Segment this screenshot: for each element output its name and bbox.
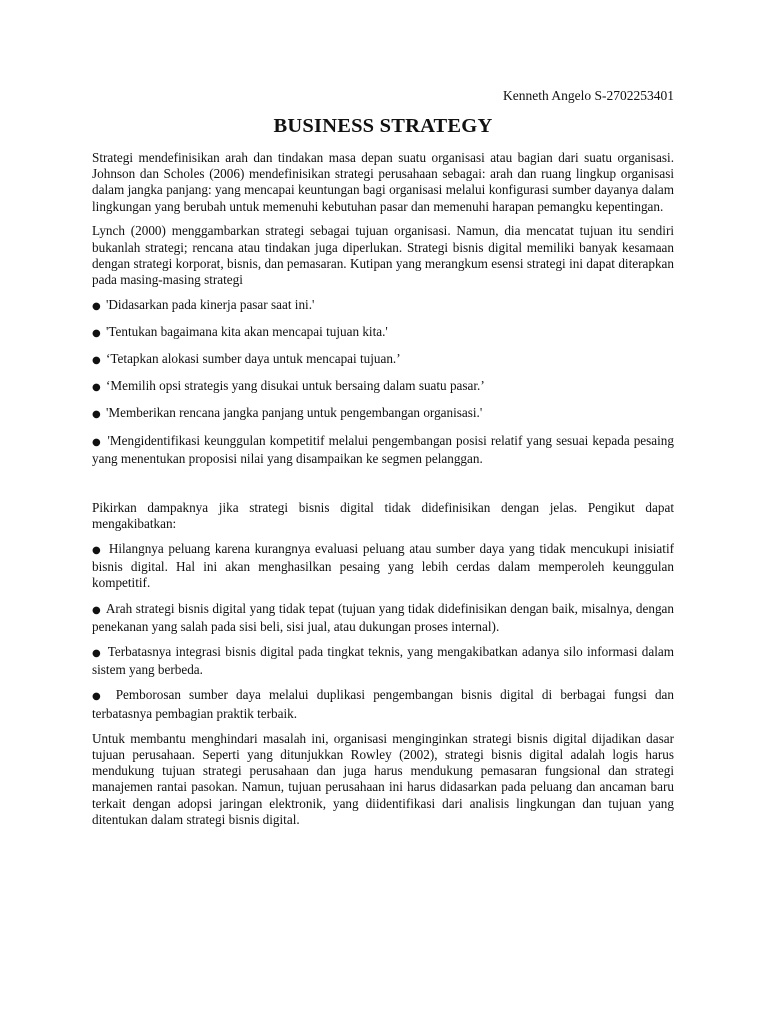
bullet-icon: ● bbox=[92, 604, 101, 616]
bullet-icon: ● bbox=[92, 691, 106, 703]
list-item bbox=[92, 687, 674, 721]
bullet-icon: ● bbox=[92, 382, 101, 394]
bullet-icon: ● bbox=[92, 300, 101, 312]
paragraph-1: Strategi mendefinisikan arah dan tindakan masa depan suatu organisasi atau bagian dari suatu organisasi. Johnson dan Scholes (2006) mendefinisikan strategi perusahaan sebagai: arah dan ruang lingkup organisasi dalam jangka panjang: yang mencapai keuntungan bagi organisasi melalui konfigurasi sumber dayanya dalam lingkungan yang berubah untuk memenuhi kebutuhan pasar dan memenuhi harapan pemangku kepentingan. bbox=[92, 150, 674, 214]
list-item bbox=[92, 433, 674, 467]
list-item bbox=[92, 601, 674, 635]
bullet-icon: ● bbox=[92, 436, 102, 448]
bullet-icon: ● bbox=[92, 327, 101, 339]
list-item bbox=[92, 324, 674, 342]
list-item-text: Pemborosan sumber daya melalui duplikasi pengembangan bisnis digital di berbagai fungsi dan terbatasnya pembagian praktik terbaik. bbox=[92, 687, 675, 721]
list-item-text: Hilangnya peluang karena kurangnya evaluasi peluang atau sumber daya yang tidak mencukupi inisiatif bisnis digital. Hal ini akan menghasilkan pesaing yang lebih cerdas dalam memperoleh keunggulan kompetitif. bbox=[92, 540, 674, 591]
list-item bbox=[92, 297, 674, 315]
list-item bbox=[92, 378, 674, 396]
author-line: Kenneth Angelo S-2702253401 bbox=[503, 88, 674, 103]
list-item-text: 'Didasarkan pada kinerja pasar saat ini.' bbox=[106, 296, 315, 312]
bullet-icon: ● bbox=[92, 647, 102, 659]
bullet-icon: ● bbox=[92, 409, 101, 421]
list-item-text: ‘Memilih opsi strategis yang disukai untuk bersaing dalam suatu pasar.’ bbox=[106, 378, 485, 394]
list-item bbox=[92, 644, 674, 678]
document-title: BUSINESS STRATEGY bbox=[273, 115, 493, 137]
list-item bbox=[92, 541, 674, 592]
paragraph-3: Pikirkan dampaknya jika strategi bisnis digital tidak didefinisikan dengan jelas. Pengikut dapat mengakibatkan: bbox=[92, 500, 674, 532]
list-item-text: Terbatasnya integrasi bisnis digital pada tingkat teknis, yang mengakibatkan adanya silo informasi dalam sistem yang berbeda. bbox=[92, 643, 674, 678]
paragraph-closing: Untuk membantu menghindari masalah ini, organisasi menginginkan strategi bisnis digital dijadikan dasar tujuan perusahaan. Seperti yang ditunjukkan Rowley (2002), strategi bisnis digital adalah logis harus mendukung tujuan strategi perusahaan dan juga harus mendukung pemasaran fungsional dan strategi manajemen rantai pasokan. Namun, tujuan perusahaan ini harus didasarkan pada peluang dan ancaman baru terkait dengan adopsi jaringan elektronik, yang diidentifikasi dari analisis lingkungan dan tujuan yang ditentukan dalam strategi bisnis digital. bbox=[92, 730, 674, 827]
list-item-text: 'Memberikan rencana jangka panjang untuk pengembangan organisasi.' bbox=[106, 405, 483, 421]
paragraph-2: Lynch (2000) menggambarkan strategi sebagai tujuan organisasi. Namun, dia mencatat tujuan itu sendiri bukanlah strategi; rencana atau tindakan juga diperlukan. Strategi bisnis digital memiliki banyak kesamaan dengan strategi korporat, bisnis, dan pemasaran. Kutipan yang merangkum esensi strategi ini dapat diterapkan pada masing-masing strategi bbox=[92, 223, 674, 287]
list-item-text: 'Mengidentifikasi keunggulan kompetitif melalui pengembangan posisi relatif yang sesuai kepada pesaing yang menentukan proposisi nilai yang disampaikan ke segmen pelanggan. bbox=[92, 432, 674, 466]
bullet-icon: ● bbox=[92, 544, 103, 556]
list-item-text: 'Tentukan bagaimana kita akan mencapai tujuan kita.' bbox=[106, 323, 388, 339]
document-body bbox=[92, 150, 674, 837]
bullet-icon: ● bbox=[92, 355, 101, 367]
list-item-text: Arah strategi bisnis digital yang tidak tepat (tujuan yang tidak didefinisikan dengan baik, misalnya, dengan penekanan yang salah pada sisi beli, sisi jual, atau dukungan proses internal). bbox=[92, 600, 674, 634]
list-item-text: ‘Tetapkan alokasi sumber daya untuk mencapai tujuan.’ bbox=[106, 351, 401, 367]
list-item bbox=[92, 405, 674, 423]
list-item bbox=[92, 351, 674, 369]
